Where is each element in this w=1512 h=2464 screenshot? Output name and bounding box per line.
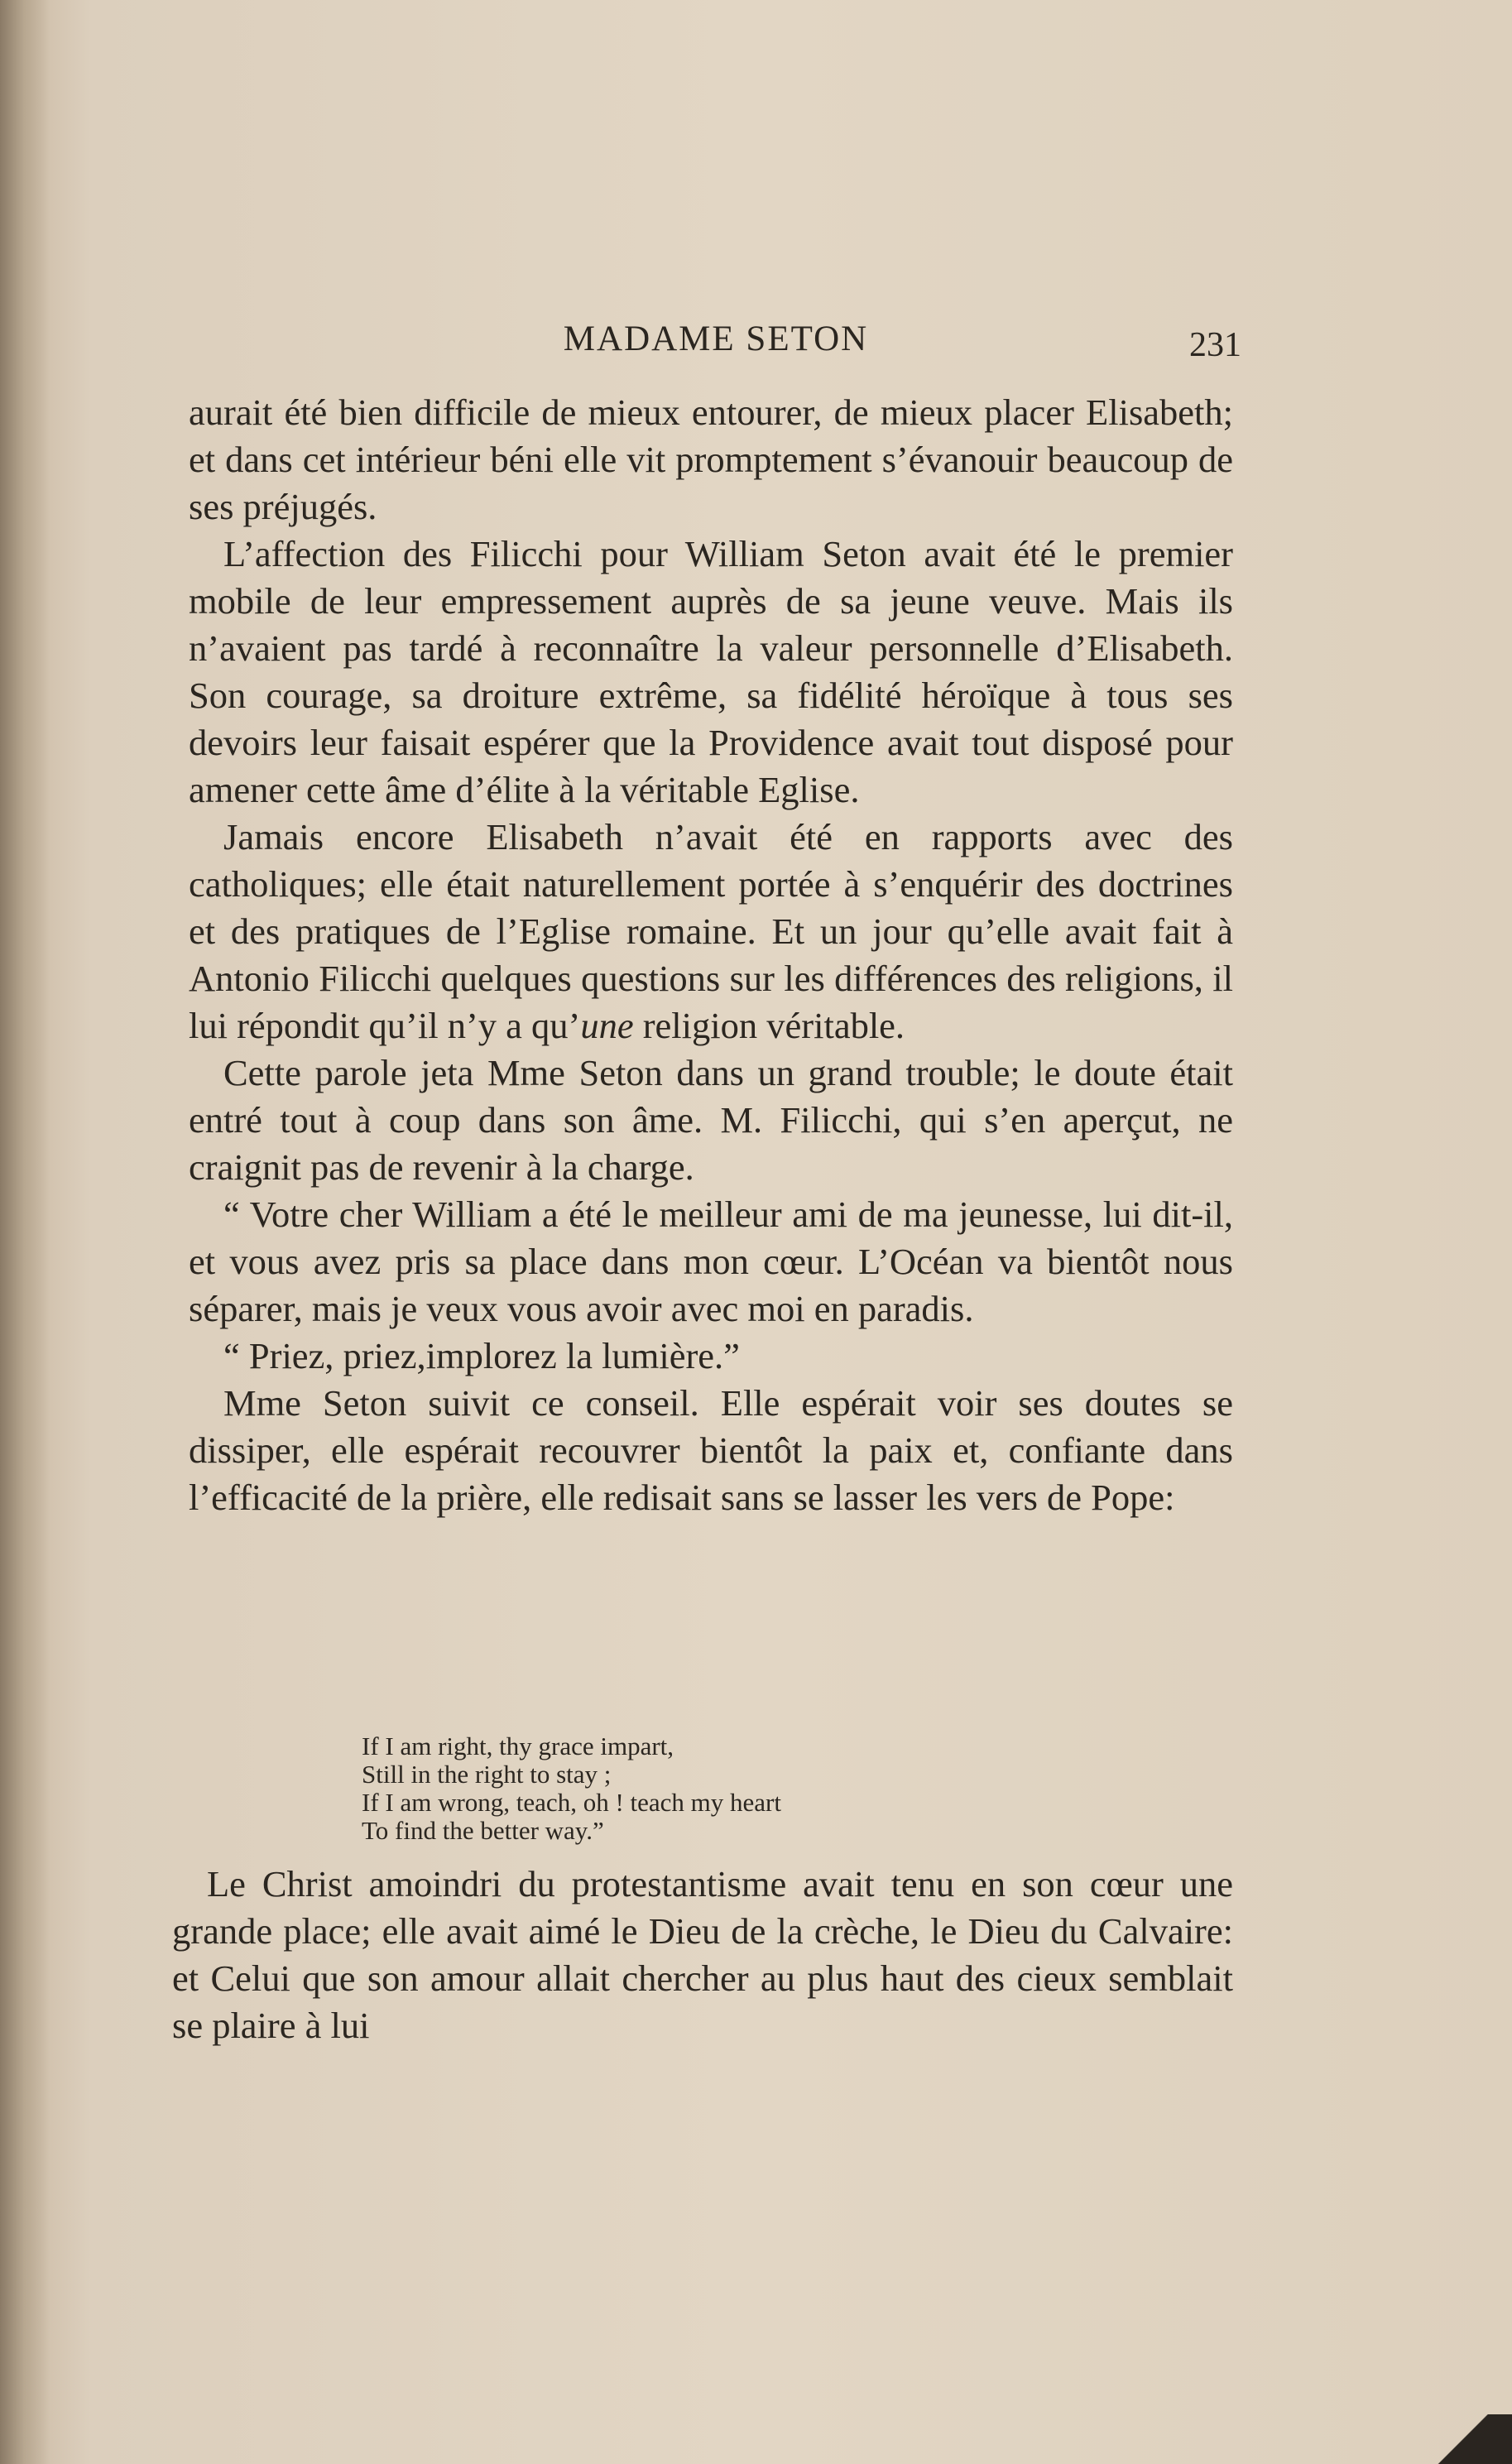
verse-line: To find the better way.” bbox=[362, 1816, 604, 1845]
running-title: MADAME SETON bbox=[563, 319, 869, 358]
page-header bbox=[190, 319, 1241, 368]
paragraph-text: Jamais encore Elisabeth n’avait été en rapports avec des catholiques; elle était naturellement portée à s’enquérir des doctrines et des pratiques de l’Eglise romaine. Et un jour qu’elle avait fait à Antonio Filicchi quelques questions sur les différences des religions, il lui répondit bbox=[189, 816, 1233, 1046]
paragraph: Cette parole jeta Mme Seton dans un grand trouble; le doute était entré tout à coup dans son âme. M. Filicchi, qui s’en aperçut, ne craignit pas de revenir à la charge. bbox=[189, 1052, 1233, 1188]
verse-line: Still in the right to stay ; bbox=[362, 1760, 612, 1789]
paragraph bbox=[189, 814, 1233, 1049]
emphasis-word: une bbox=[580, 1005, 634, 1046]
binding-gutter bbox=[0, 0, 50, 2464]
page-number: 231 bbox=[1189, 326, 1241, 364]
answer-line-start: qu’il n’y a qu’ bbox=[368, 1005, 581, 1046]
quote-paragraph: “ Priez, priez,implorez la lumière.” bbox=[223, 1335, 740, 1376]
answer-line-end: religion véritable. bbox=[633, 1005, 905, 1046]
verse-line: If I am right, thy grace impart, bbox=[362, 1732, 674, 1760]
paragraph: Le Christ amoindri du protestantisme avait tenu en son cœur une grande place; elle avait aimé le Dieu de la crèche, le Dieu du Calvaire: et Celui que son amour allait chercher au plus haut des cieux semblait se plaire à lui bbox=[172, 1863, 1233, 2046]
quote-paragraph: “ Votre cher William a été le meilleur ami de ma jeunesse, lui dit-il, et vous avez pris sa place dans mon cœur. L’Océan va bientôt nous séparer, mais je veux vous avoir avec moi en paradis. bbox=[189, 1194, 1233, 1329]
verse-line: If I am wrong, teach, oh ! teach my heart bbox=[362, 1788, 781, 1817]
body-text-continued bbox=[172, 1861, 1233, 2049]
page-corner bbox=[1438, 2414, 1512, 2464]
paragraph-continued: aurait été bien difficile de mieux entourer, de mieux placer Elisabeth; et dans cet intérieur béni elle vit promptement s’évanouir beaucoup de ses préjugés. bbox=[189, 391, 1233, 527]
paragraph: L’affection des Filicchi pour William Seton avait été le premier mobile de leur empressement auprès de sa jeune veuve. Mais ils n’avaient pas tardé à reconnaître la valeur personnelle d’Elisabeth. Son courage, sa droiture extrême, sa fidélité héroïque à tous ses devoirs leur faisait espérer que la Providence avait tout disposé pour amener cette âme d’élite à la véritable Eglise. bbox=[189, 533, 1233, 810]
body-text bbox=[189, 389, 1233, 1521]
verse-quotation bbox=[362, 1732, 991, 1845]
paragraph: Mme Seton suivit ce conseil. Elle espérait voir ses doutes se dissiper, elle espérait recouvrer bientôt la paix et, confiante dans l’efficacité de la prière, elle redisait sans se lasser les vers de Pope: bbox=[189, 1382, 1233, 1518]
